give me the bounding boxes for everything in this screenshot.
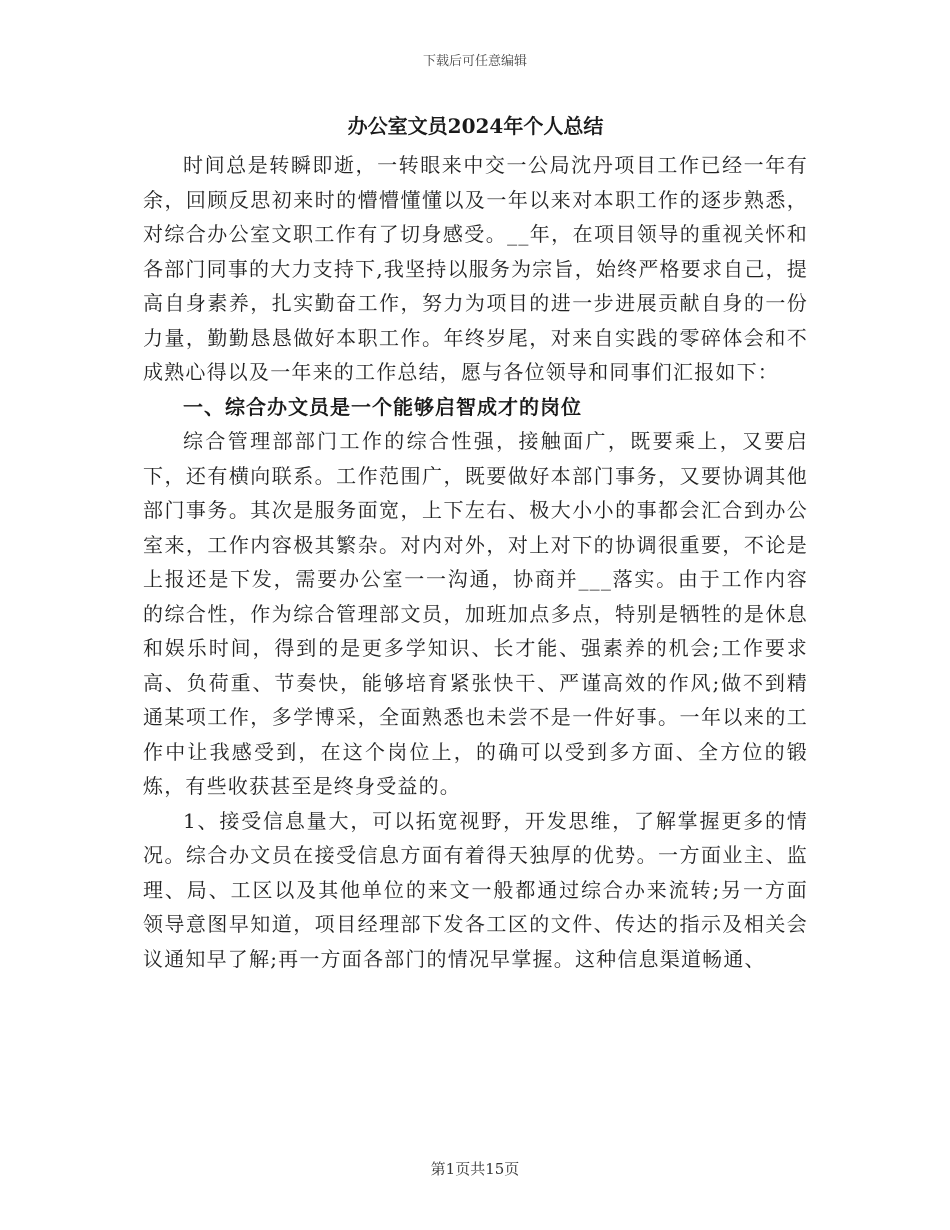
intro-paragraph: 时间总是转瞬即逝，一转眼来中交一公局沈丹项目工作已经一年有余，回顾反思初来时的懵懵懂懂以及一年以来对本职工作的逐步熟悉，对综合办公室文职工作有了切身感受。__年，在项目领导的重视关怀和各部门同事的大力支持下,我坚持以服务为宗旨，始终严格要求自己，提高自身素养，扎实勤奋工作，努力为项目的进一步进展贡献自身的一份力量，勤勤恳恳做好本职工作。年终岁尾，对来自实践的零碎体会和不成熟心得以及一年来的工作总结，愿与各位领导和同事们汇报如下： [143,153,808,384]
document-body [143,110,808,976]
document-title: 办公室文员2024年个人总结 [347,114,604,138]
section-heading-1: 一、综合办文员是一个能够启智成才的岗位 [183,394,582,419]
page-header-note: 下载后可任意编辑 [422,54,527,69]
point-1-paragraph: 1、接受信息量大，可以拓宽视野，开发思维，了解掌握更多的情况。综合办文员在接受信息方面有着得天独厚的优势。一方面业主、监理、局、工区以及其他单位的来文一般都通过综合办来流转;另一方面领导意图早知道，项目经理部下发各工区的文件、传达的指示及相关会议通知早了解;再一方面各部门的情况早掌握。这种信息渠道畅通、 [143,808,808,971]
page-number-footer: 第1页共15页 [430,1160,520,1178]
section-1-paragraph: 综合管理部部门工作的综合性强，接触面广，既要乘上，又要启下，还有横向联系。工作范围广，既要做好本部门事务，又要协调其他部门事务。其次是服务面宽，上下左右、极大小小的事都会汇合到办公室来，工作内容极其繁杂。对内对外，对上对下的协调很重要，不论是上报还是下发，需要办公室一一沟通，协商并___落实。由于工作内容的综合性，作为综合管理部文员，加班加点多点，特别是牺牲的是休息和娱乐时间，得到的是更多学知识、长才能、强素养的机会;工作要求高、负荷重、节奏快，能够培育紧张快干、严谨高效的作风;做不到精通某项工作，多学博采，全面熟悉也未尝不是一件好事。一年以来的工作中让我感受到，在这个岗位上，的确可以受到多方面、全方位的锻炼，有些收获甚至是终身受益的。 [143,429,808,798]
